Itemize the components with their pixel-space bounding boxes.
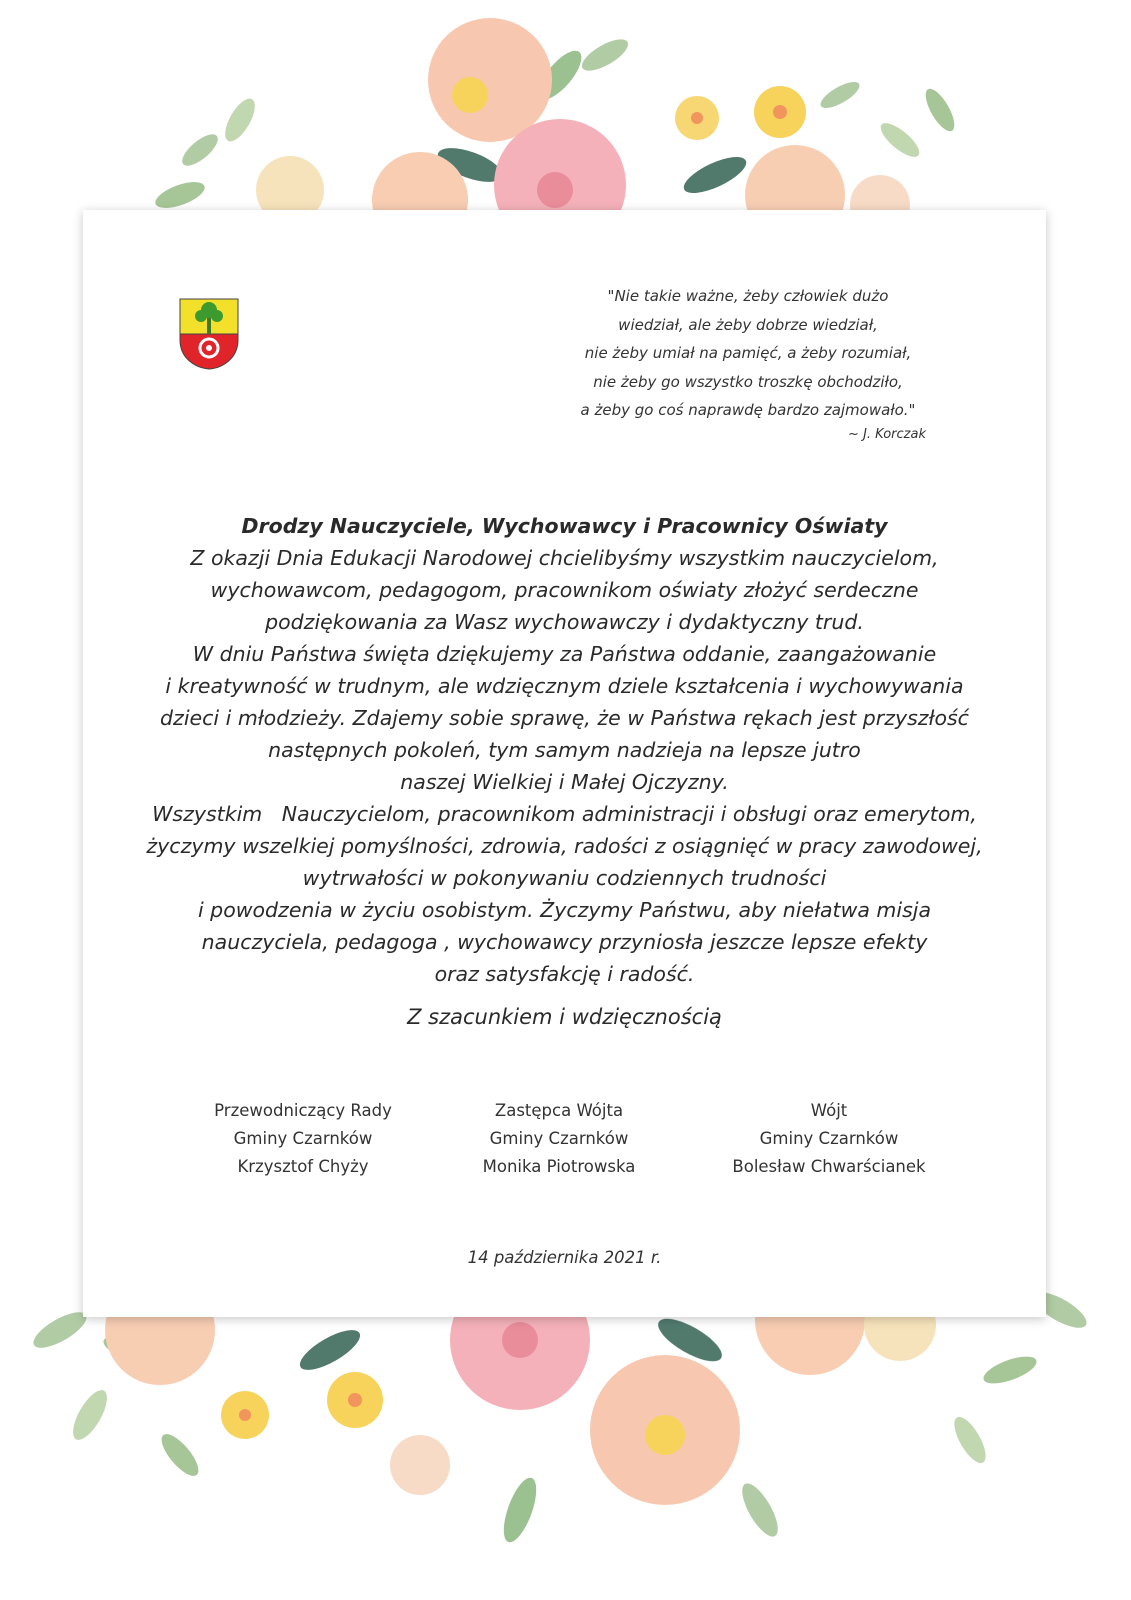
signature-name: Krzysztof Chyży xyxy=(237,1157,369,1176)
letter-line: podziękowania za Wasz wychowawczy i dydaktyczny trud. xyxy=(265,610,864,634)
letter-line: i powodzenia w życiu osobistym. Życzymy Państwu, aby niełatwa misja xyxy=(197,898,932,922)
letter-body xyxy=(83,510,1046,990)
letter-line: Wszystkim Nauczycielom, pracownikom administracji i obsługi oraz emerytom, xyxy=(152,802,977,826)
letter-line: dzieci i młodzieży. Zdajemy sobie sprawę, że w Państwa rękach jest przyszłość xyxy=(160,706,969,730)
letter-line: Z okazji Dnia Edukacji Narodowej chcielibyśmy wszystkim nauczycielom, xyxy=(190,546,939,570)
letter-line: i kreatywność w trudnym, ale wdzięcznym dziele kształcenia i wychowywania xyxy=(165,674,964,698)
quote-line: nie żeby umiał na pamięć, a żeby rozumiał, xyxy=(584,344,912,362)
letter-line: życzymy wszelkiej pomyślności, zdrowia, radości z osiągnięć w pracy zawodowej, xyxy=(146,834,983,858)
letter-line: wytrwałości w pokonywaniu codziennych trudności xyxy=(302,866,827,890)
signature-office: Gminy Czarnków xyxy=(233,1129,373,1148)
letter-card xyxy=(83,210,1046,1317)
letter-line: W dniu Państwa święta dziękujemy za Państwa oddanie, zaangażowanie xyxy=(192,642,937,666)
signature-name: Bolesław Chwarścianek xyxy=(732,1157,926,1176)
signature-title: Przewodniczący Rady xyxy=(214,1101,392,1120)
quote-author: ~ J. Korczak xyxy=(848,427,926,442)
quote-line: nie żeby go wszystko troszkę obchodziło, xyxy=(593,372,903,391)
signature-title: Wójt xyxy=(810,1101,848,1120)
signature-block-mayor xyxy=(699,1097,959,1181)
quote-line: a żeby go coś naprawdę bardzo zajmowało." xyxy=(580,401,916,419)
signature-block-council-chair xyxy=(173,1097,433,1181)
letter-date: 14 października 2021 r. xyxy=(467,1248,662,1267)
letter-line: nauczyciela, pedagoga , wychowawcy przyniosła jeszcze lepsze efekty xyxy=(201,930,928,954)
signature-block-deputy-mayor xyxy=(429,1097,689,1181)
signature-office: Gminy Czarnków xyxy=(489,1129,629,1148)
letter-closing: Z szacunkiem i wdzięcznością xyxy=(407,1005,722,1029)
korczak-quote xyxy=(553,282,943,425)
quote-line: "Nie takie ważne, żeby człowiek dużo xyxy=(607,287,889,305)
letter-line: wychowawcom, pedagogom, pracownikom oświaty złożyć serdeczne xyxy=(210,578,919,602)
municipality-crest-icon xyxy=(179,298,239,370)
quote-line: wiedział, ale żeby dobrze wiedział, xyxy=(618,315,878,334)
signature-title: Zastępca Wójta xyxy=(494,1101,624,1120)
letter-line: następnych pokoleń, tym samym nadzieja na lepsze jutro xyxy=(268,738,861,762)
letter-line: naszej Wielkiej i Małej Ojczyzny. xyxy=(400,770,729,794)
signature-office: Gminy Czarnków xyxy=(759,1129,899,1148)
signature-name: Monika Piotrowska xyxy=(482,1157,636,1176)
letter-line: oraz satysfakcję i radość. xyxy=(434,962,695,986)
letter-heading: Drodzy Nauczyciele, Wychowawcy i Pracownicy Oświaty xyxy=(241,514,888,538)
